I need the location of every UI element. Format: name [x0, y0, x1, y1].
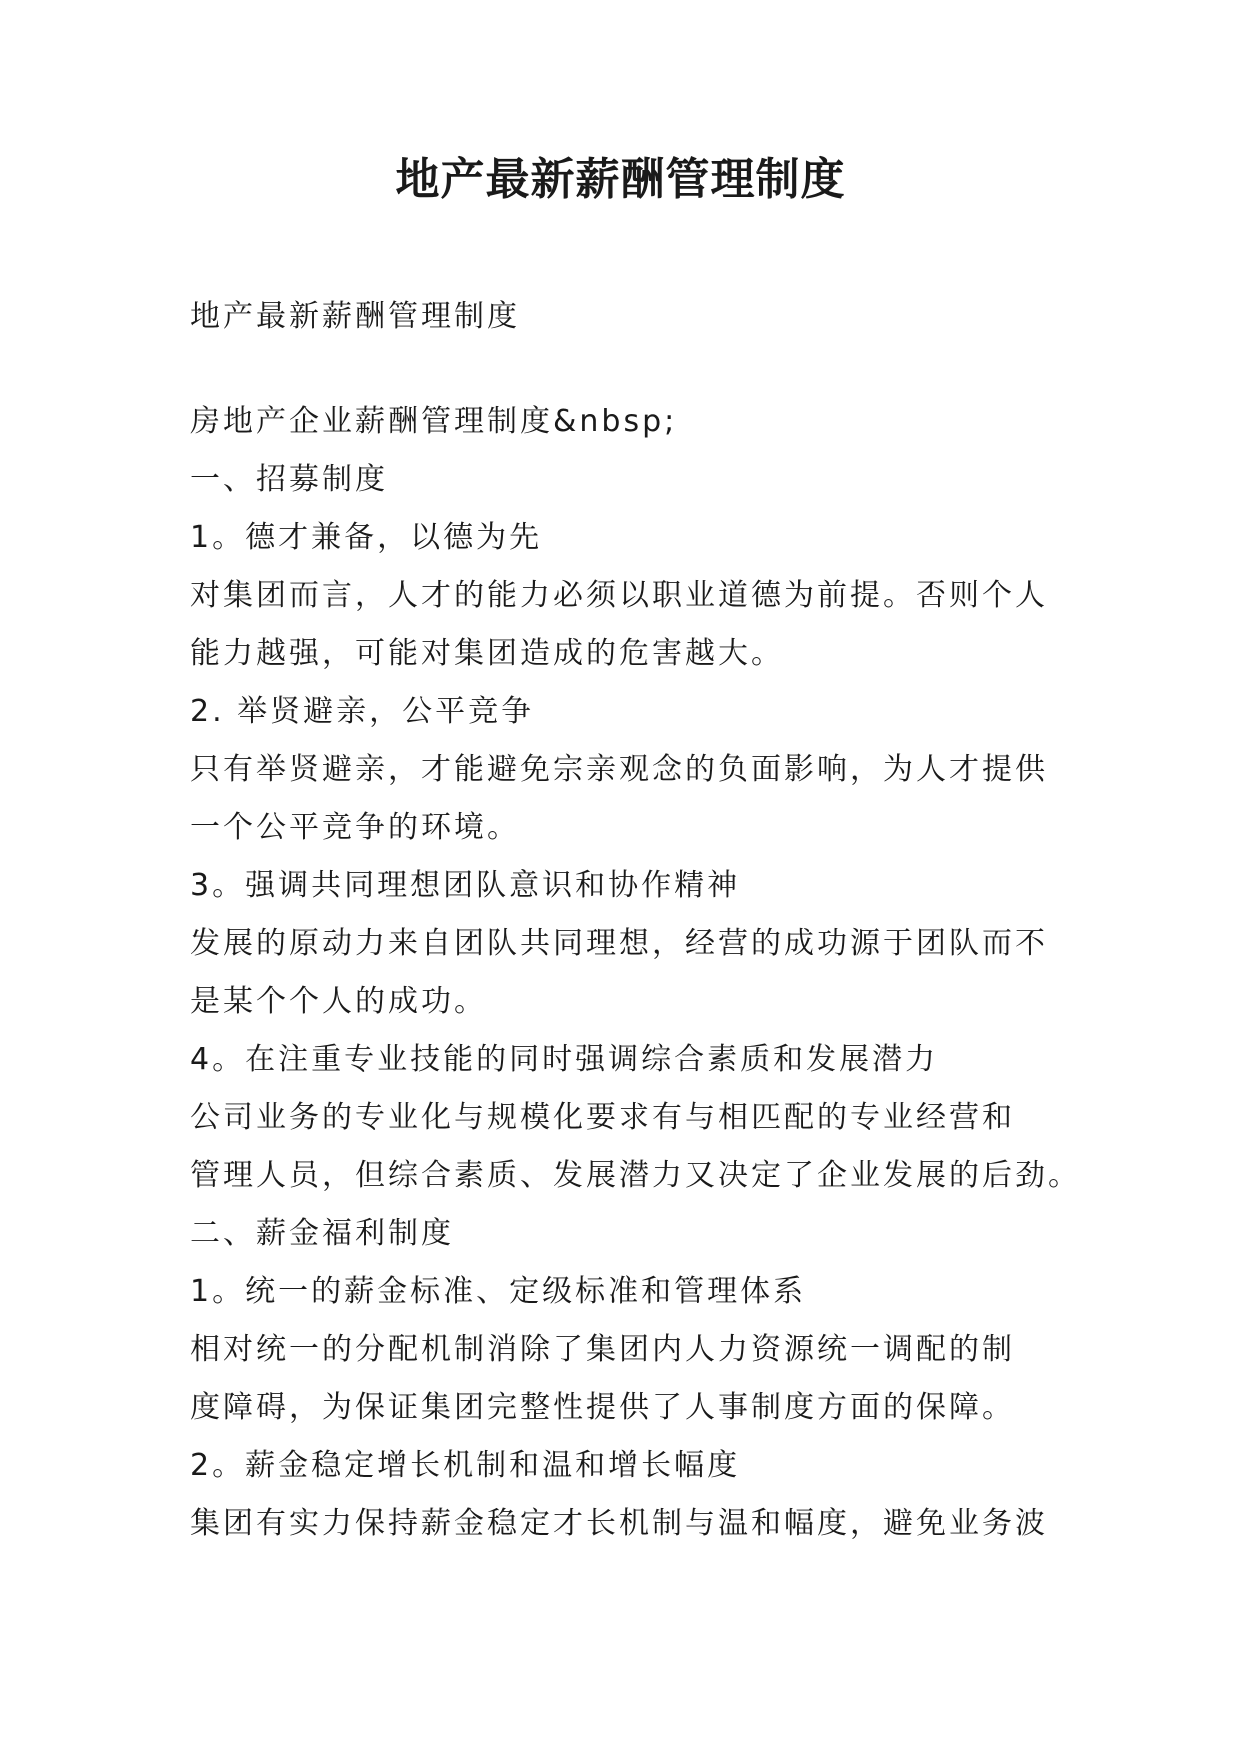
body-line: 公司业务的专业化与规模化要求有与相匹配的专业经营和 — [190, 1100, 1015, 1135]
document-body — [190, 288, 1081, 1553]
body-line: 集团有实力保持薪金稳定才长机制与温和幅度，避免业务波 — [190, 1506, 1048, 1541]
item-heading: 1。统一的薪金标准、定级标准和管理体系 — [190, 1274, 807, 1309]
section-heading: 一、招募制度 — [190, 462, 388, 497]
body-line: 发展的原动力来自团队共同理想，经营的成功源于团队而不 — [190, 926, 1048, 961]
item-heading: 4。在注重专业技能的同时强调综合素质和发展潜力 — [190, 1042, 939, 1077]
body-line: 对集团而言，人才的能力必须以职业道德为前提。否则个人 — [190, 578, 1048, 613]
item-heading: 2. 举贤避亲，公平竞争 — [190, 694, 535, 729]
body-line: 能力越强，可能对集团造成的危害越大。 — [190, 636, 784, 671]
item-heading: 1。德才兼备，以德为先 — [190, 520, 543, 555]
item-heading: 2。薪金稳定增长机制和温和增长幅度 — [190, 1448, 741, 1483]
body-line: 房地产企业薪酬管理制度&nbsp; — [190, 404, 678, 439]
body-line: 相对统一的分配机制消除了集团内人力资源统一调配的制 — [190, 1332, 1015, 1367]
body-line: 管理人员，但综合素质、发展潜力又决定了企业发展的后劲。 — [190, 1158, 1081, 1193]
document-subtitle: 地产最新薪酬管理制度 — [190, 299, 520, 334]
body-line: 是某个个人的成功。 — [190, 984, 487, 1019]
item-heading: 3。强调共同理想团队意识和协作精神 — [190, 868, 741, 903]
document-title: 地产最新薪酬管理制度 — [395, 154, 846, 205]
body-line: 一个公平竞争的环境。 — [190, 810, 520, 845]
section-heading: 二、薪金福利制度 — [190, 1216, 454, 1251]
paragraph-gap — [190, 346, 1060, 393]
body-line: 只有举贤避亲，才能避免宗亲观念的负面影响，为人才提供 — [190, 752, 1048, 787]
body-line: 度障碍，为保证集团完整性提供了人事制度方面的保障。 — [190, 1390, 1015, 1425]
